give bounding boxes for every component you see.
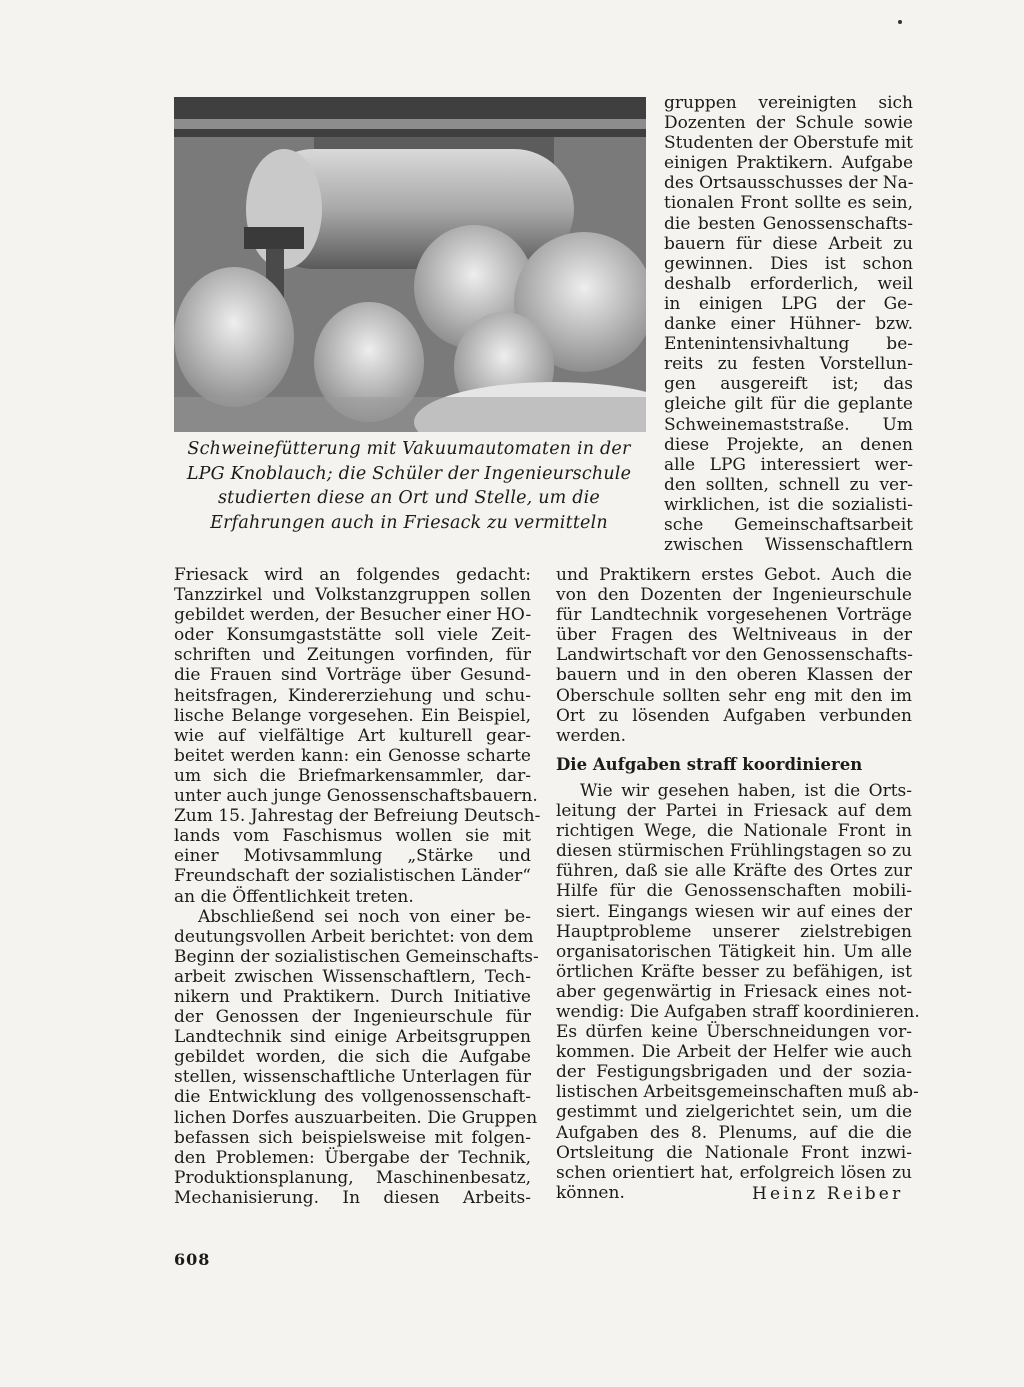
text-line: leitung der Partei in Friesack auf dem	[556, 801, 912, 822]
text-line: lichen Dorfes auszuarbeiten. Die Gruppen	[174, 1107, 538, 1128]
text-line: gen ausgereift ist; das	[664, 374, 913, 395]
text-line: stellen, wissenschaftliche Unterlagen für	[174, 1067, 531, 1088]
text-line: Hilfe für die Genossenschaften mobili-	[556, 881, 912, 902]
text-line: der Genossen der Ingenieurschule für	[174, 1007, 531, 1028]
text-line: siert. Eingangs wiesen wir auf eines der	[556, 901, 912, 922]
text-line: die Entwicklung des vollgenossenschaft-	[174, 1087, 531, 1108]
text-line: einigen Praktikern. Aufgabe	[664, 153, 913, 174]
text-line: listischen Arbeitsgemeinschaften muß ab-	[556, 1082, 919, 1103]
text-line: Oberschule sollten sehr eng mit den im	[556, 685, 912, 706]
text-line: deutungsvollen Arbeit berichtet: von dem	[174, 926, 534, 947]
text-line: wendig: Die Aufgaben straff koordinieren.	[556, 1001, 920, 1022]
text-line: gruppen vereinigten sich	[664, 93, 913, 113]
text-line: lische Belange vorgesehen. Ein Beispiel,	[174, 705, 531, 726]
text-line: nikern und Praktikern. Durch Initiative	[174, 986, 531, 1007]
text-line: Friesack wird an folgendes gedacht:	[174, 565, 531, 585]
text-line: den Problemen: Übergabe der Technik,	[174, 1147, 531, 1168]
right-paragraph-2	[556, 780, 920, 1203]
text-line: Freundschaft der sozialistischen Länder“	[174, 866, 531, 887]
text-line: Landtechnik sind einige Arbeitsgruppen	[174, 1027, 531, 1048]
text-line: der Festigungsbrigaden und der sozia-	[556, 1062, 912, 1083]
text-line: von den Dozenten der Ingenieurschule	[556, 585, 912, 606]
text-line: schen orientiert hat, erfolgreich lösen zu	[556, 1162, 912, 1183]
text-line: die besten Genossenschafts-	[664, 213, 913, 234]
text-line: Es dürfen keine Überschneidungen vor-	[556, 1022, 912, 1043]
text-line: gewinnen. Dies ist schon	[664, 253, 913, 274]
text-line: unter auch junge Genossenschaftsbauern.	[174, 786, 538, 807]
text-line: wie auf vielfältige Art kulturell gear-	[174, 725, 531, 746]
text-line: richtigen Wege, die Nationale Front in	[556, 821, 912, 842]
text-line: bauern und in den oberen Klassen der	[556, 665, 912, 686]
text-line: Wie wir gesehen haben, ist die Orts-	[580, 780, 912, 801]
text-line: befassen sich beispielsweise mit folgen-	[174, 1127, 531, 1148]
text-line: heitsfragen, Kindererziehung und schu-	[174, 685, 531, 706]
left-paragraph-1	[174, 565, 541, 907]
page-number: 608	[174, 1250, 211, 1269]
text-line: einer Motivsammlung „Stärke und	[174, 846, 531, 867]
text-line: örtlichen Kräfte besser zu befähigen, ist	[556, 961, 912, 982]
text-line: reits zu festen Vorstellun-	[664, 354, 913, 375]
text-line: alle LPG interessiert wer-	[664, 454, 913, 475]
text-line: danke einer Hühner- bzw.	[664, 314, 913, 335]
left-column	[174, 565, 541, 1208]
text-line: des Ortsausschusses der Na-	[664, 173, 914, 194]
text-line: aber gegenwärtig in Friesack eines not-	[556, 981, 912, 1002]
text-line: für Landtechnik vorgesehenen Vorträge	[556, 605, 912, 626]
text-line: Abschließend sei noch von einer be-	[198, 906, 531, 927]
text-line: um sich die Briefmarkensammler, dar-	[174, 765, 531, 786]
text-line: Entenintensivhaltung be-	[664, 334, 913, 355]
text-line: gebildet worden, die sich die Aufgabe	[174, 1047, 531, 1068]
text-line: Mechanisierung. In diesen Arbeits-	[174, 1187, 531, 1208]
text-line: deshalb erforderlich, weil	[664, 273, 913, 294]
text-line: wirklichen, ist die sozialisti-	[664, 494, 913, 515]
author-signature: Heinz Reiber	[752, 1184, 904, 1204]
text-line: Zum 15. Jahrestag der Befreiung Deutsch-	[174, 806, 541, 827]
text-line: über Fragen des Weltniveaus in der	[556, 625, 912, 646]
text-line: Beginn der sozialistischen Gemeinschafts-	[174, 946, 539, 967]
text-line: schriften und Zeitungen vorfinden, für	[174, 645, 531, 666]
right-column-top	[664, 93, 913, 555]
text-line: sche Gemeinschaftsarbeit	[664, 514, 913, 535]
text-line: Ortsleitung die Nationale Front inzwi-	[556, 1142, 912, 1163]
text-line: Produktionsplanung, Maschinenbesatz,	[174, 1167, 531, 1188]
text-line: arbeit zwischen Wissenschaftlern, Tech-	[174, 966, 531, 987]
text-line: Tanzzirkel und Volkstanzgruppen sollen	[174, 585, 531, 606]
text-line: organisatorischen Tätigkeit hin. Um alle	[556, 941, 912, 962]
right-column	[556, 565, 920, 1203]
text-line: führen, daß sie alle Kräfte des Ortes zur	[556, 861, 912, 882]
text-line: und Praktikern erstes Gebot. Auch die	[556, 565, 912, 585]
text-line: tionalen Front sollte es sein,	[664, 193, 913, 214]
text-line: an die Öffentlichkeit treten.	[174, 886, 414, 907]
text-line: Landwirtschaft vor den Genossenschafts-	[556, 645, 913, 666]
text-line: die Frauen sind Vorträge über Gesund-	[174, 665, 531, 686]
text-line: Schweinemaststraße. Um	[664, 414, 913, 435]
text-line: Ort zu lösenden Aufgaben verbunden	[556, 705, 912, 726]
text-line: können.	[556, 1182, 625, 1203]
text-line: diesen stürmischen Frühlingstagen so zu	[556, 841, 912, 862]
text-line: gebildet werden, der Besucher einer HO-	[174, 605, 532, 626]
text-line: oder Konsumgaststätte soll viele Zeit-	[174, 625, 531, 646]
text-line: bauern für diese Arbeit zu	[664, 233, 913, 254]
right-paragraph-1	[556, 565, 912, 746]
text-line: beitet werden kann: ein Genosse scharte	[174, 745, 531, 766]
photo-caption: Schweinefütterung mit Vakuumautomaten in der LPG Knoblauch; die Schüler der Ingenieurschule studierten diese an Ort und Stelle, um die Erfahrungen auch in Friesack zu vermitteln	[186, 439, 632, 533]
text-line: Dozenten der Schule sowie	[664, 113, 913, 134]
text-line: Hauptprobleme unserer zielstrebigen	[556, 921, 912, 942]
text-line: gestimmt und zielgerichtet sein, um die	[556, 1102, 912, 1123]
text-line: den sollten, schnell zu ver-	[664, 474, 913, 495]
print-speck	[898, 20, 902, 24]
text-line: Studenten der Oberstufe mit	[664, 133, 913, 154]
text-line: lands vom Faschismus wollen sie mit	[174, 826, 531, 847]
text-line: in einigen LPG der Ge-	[664, 293, 913, 314]
left-paragraph-2	[174, 906, 539, 1208]
photo-pigs-feeding	[174, 97, 646, 432]
text-line: gleiche gilt für die geplante	[664, 394, 913, 415]
section-heading: Die Aufgaben straff koordinieren	[556, 754, 863, 774]
text-line: werden.	[556, 725, 627, 746]
text-line: Aufgaben des 8. Plenums, auf die die	[556, 1122, 912, 1143]
text-line: kommen. Die Arbeit der Helfer wie auch	[556, 1042, 912, 1063]
text-line: zwischen Wissenschaftlern	[664, 535, 913, 556]
text-line: diese Projekte, an denen	[664, 434, 913, 455]
